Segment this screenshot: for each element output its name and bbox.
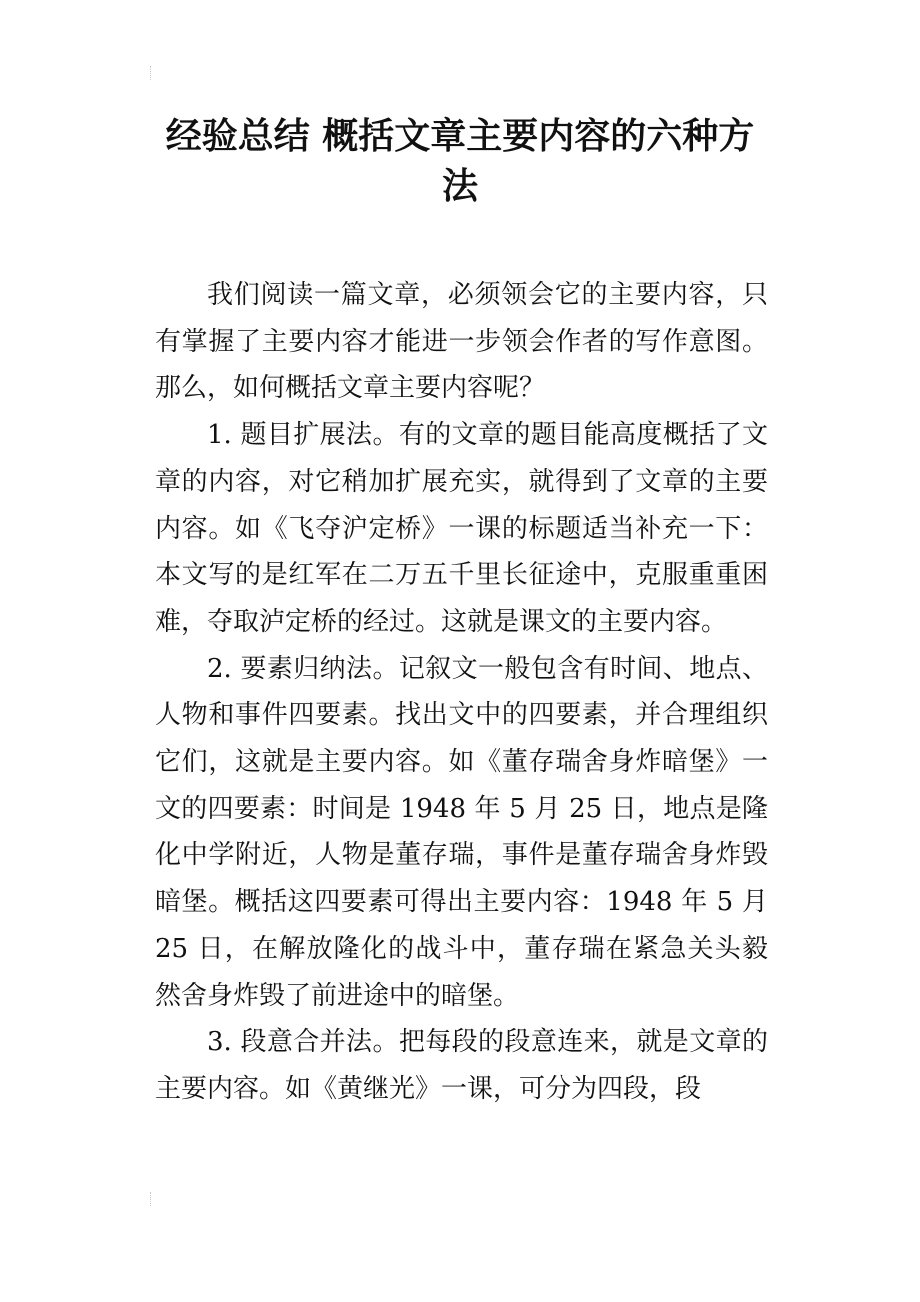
document-title: 经验总结 概括文章主要内容的六种方法 bbox=[165, 116, 755, 207]
page-corner-mark-top bbox=[150, 66, 157, 80]
page-corner-mark-bottom bbox=[150, 1192, 157, 1206]
paragraph-method-1: 1. 题目扩展法。有的文章的题目能高度概括了文章的内容，对它稍加扩展充实，就得到了文章的主要内容。如《飞夺沪定桥》一课的标题适当补充一下：本文写的是红军在二万五千里长征途中，克服重重困难，夺取泸定桥的经过。这就是课文的主要内容。 bbox=[155, 420, 768, 637]
paragraph-method-3: 3. 段意合并法。把每段的段意连来，就是文章的主要内容。如《黄继光》一课，可分为四段，段 bbox=[155, 1027, 768, 1104]
paragraph-intro: 我们阅读一篇文章，必须领会它的主要内容，只有掌握了主要内容才能进一步领会作者的写作意图。那么，如何概括文章主要内容呢？ bbox=[155, 280, 768, 404]
document-body bbox=[155, 272, 768, 1113]
paragraph-method-2: 2. 要素归纳法。记叙文一般包含有时间、地点、人物和事件四要素。找出文中的四要素，并合理组织它们，这就是主要内容。如《董存瑞舍身炸暗堡》一文的四要素：时间是 1948 年 5 月 25 日，地点是隆化中学附近，人物是董存瑞，事件是董存瑞舍身炸毁暗堡。概括这四要素可得出主要内容：1948 年 5 月 25 日，在解放隆化的战斗中，董存瑞在紧急关头毅然舍身炸毁了前进途中的暗堡。 bbox=[155, 653, 768, 1011]
